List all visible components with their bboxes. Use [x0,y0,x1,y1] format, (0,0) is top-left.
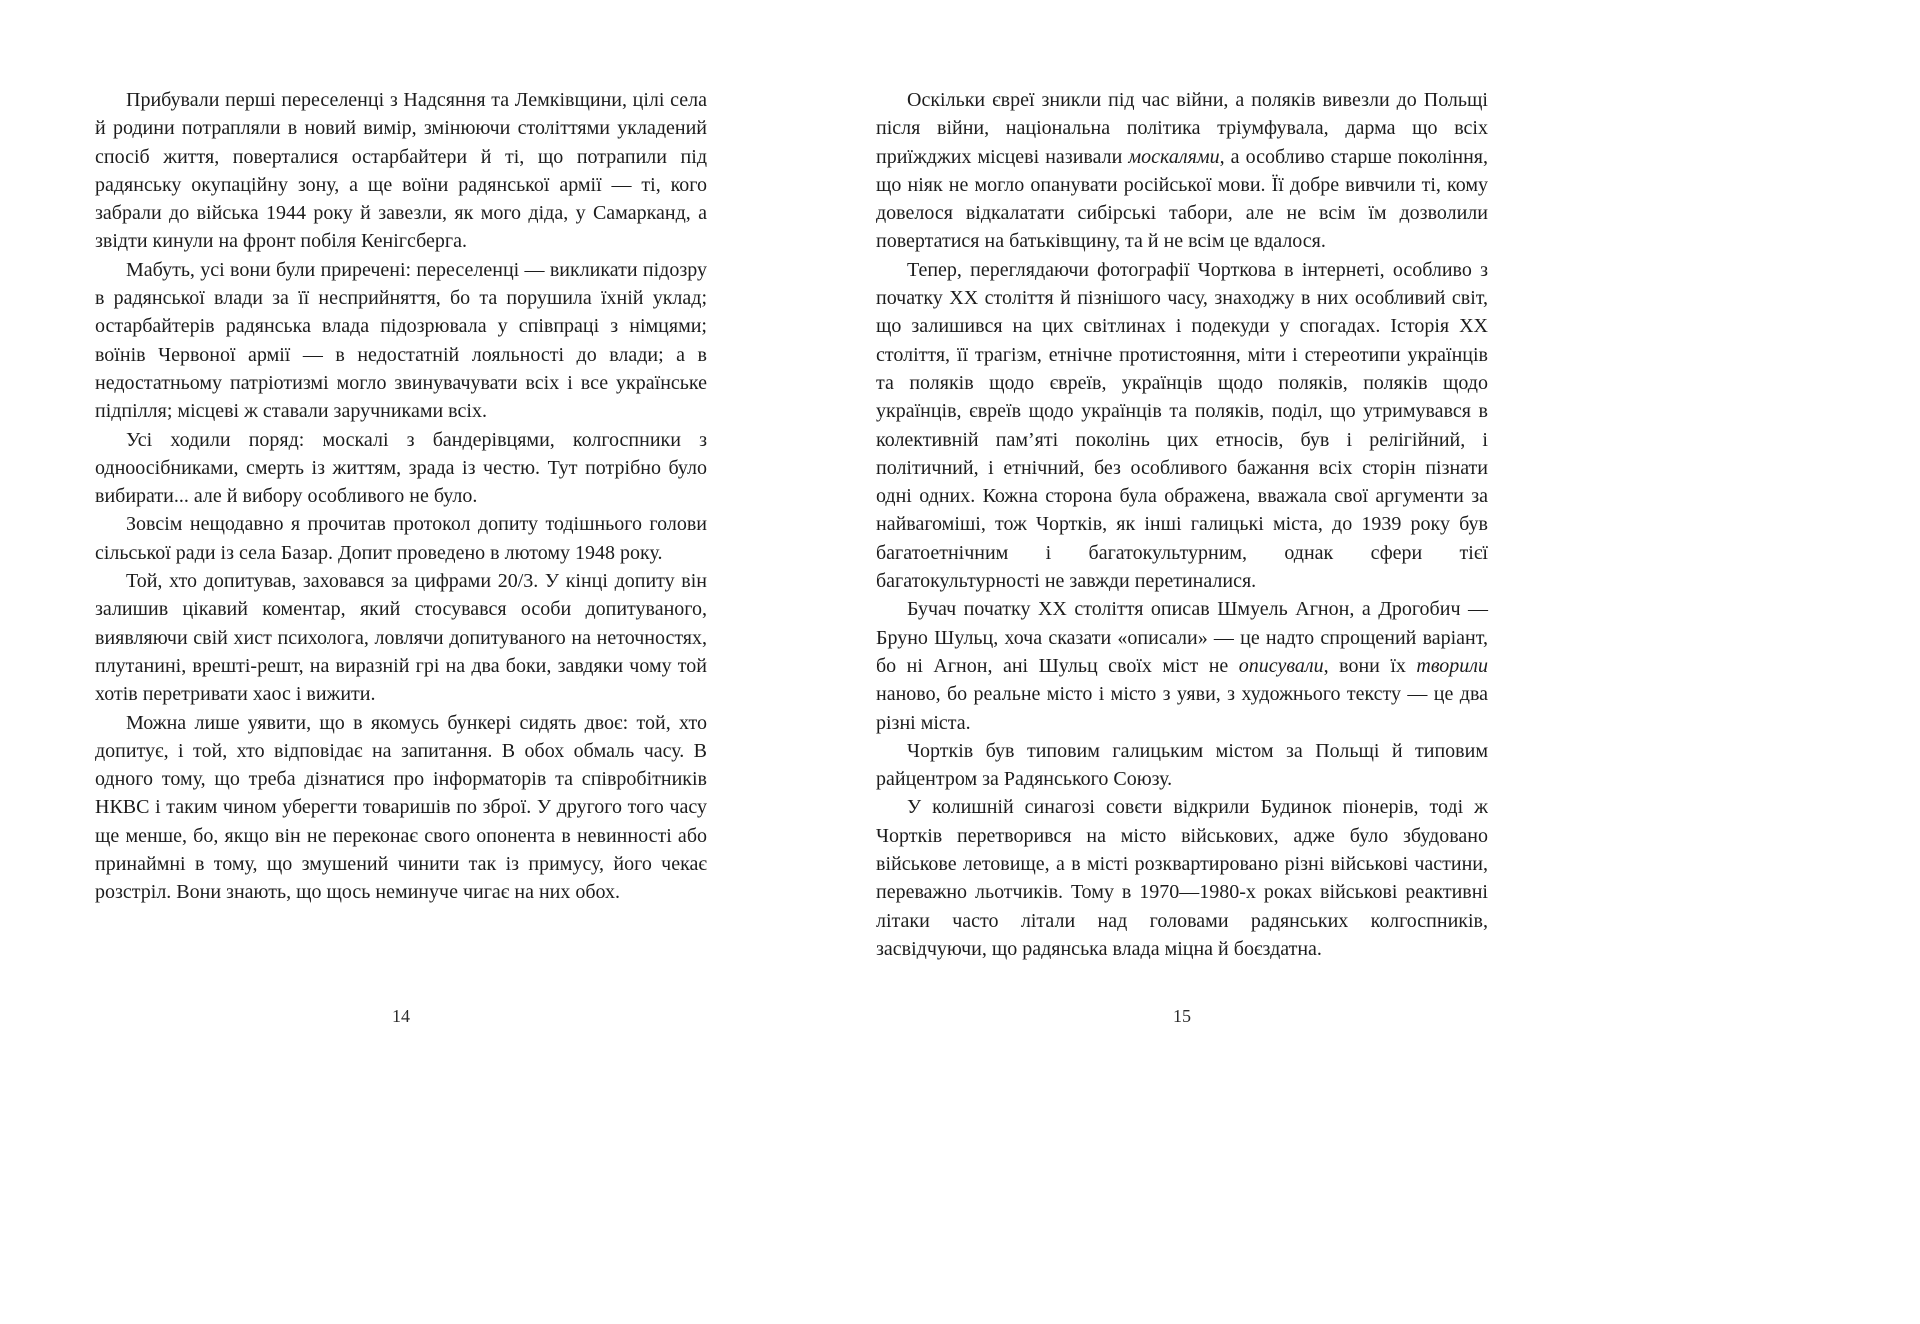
paragraph [95,86,707,256]
italic-text-run: москалями [1128,145,1220,168]
paragraph [876,595,1488,736]
text-run: Усі ходили поряд: москалі з бандерівцями, колгоспники з одноосібниками, смерть із життям, зрада із честю. Тут потрібно було вибирати... але й вибору особливого не було. [95,428,707,508]
page-right-number: 15 [1173,1006,1191,1026]
text-run: Бучач початку XX століття описав Шмуель Агнон, а Дрогобич — Бруно Шульц, хоча сказати «описали» — це надто спрощений варіант, бо ні Агнон, ані Шульц своїх міст не [876,598,1488,677]
text-run: Мабуть, усі вони були приречені: переселенці — викликати підозру в радянської влади за її несприйняття, бо та порушила їхній уклад; остарбайтерів радянська влада підозрювала у співпраці з німцями; воїнів Червоної армії — в недостатній лояльності до влади; а в недостатньому патріотизмі могло звинувачувати всіх і все українське підпілля; місцеві ж ставали заручниками всіх. [95,258,707,423]
italic-text-run: творили [1416,654,1488,677]
paragraph [876,793,1488,963]
paragraph [876,256,1488,596]
text-run: Тепер, переглядаючи фотографії Чорткова в інтернеті, особливо з початку XX століття й пізнішого часу, знаходжу в них особливий світ, що залишився на цих світлинах і подекуди у спогадах. Історія XX століття, її трагізм, етнічне протистояння, міти і стереотипи українців та поляків щодо євреїв, українців щодо поляків, поляків щодо українців, євреїв щодо українців та поляків, поділ, що утримувався в колективній пам’яті поколінь цих етносів, був і релігійний, і політичний, і етнічний, без особливого бажання всіх сторін пізнати одні одних. Кожна сторона була ображена, вважала свої аргументи за найвагоміші, тож Чортків, як інші галицькі міста, до 1939 року був багатоетнічним і багатокультурним, однак сфери тієї багатокультурності не завжди перетиналися. [876,258,1488,593]
page-left-number: 14 [392,1006,410,1026]
paragraph [95,426,707,511]
text-run: Зовсім нещодавно я прочитав протокол допиту тодішнього голови сільської ради із села Базар. Допит проведено в лютому 1948 року. [95,513,707,564]
paragraph [95,510,707,567]
page-left-text-block [95,86,707,907]
text-run: Прибували перші переселенці з Надсяння та Лемківщини, цілі села й родини потрапляли в новий вимір, змінюючи століттями укладений спосіб життя, поверталися остарбайтери й ті, що потрапили під радянську окупаційну зону, а ще воїни радянської армії — ті, кого забрали до війська 1944 року й завезли, як мого діда, у Самарканд, а звідти кинули на фронт побіля Кенігсберга. [95,89,707,253]
text-run: Той, хто допитував, заховався за цифрами 20/3. У кінці допиту він залишив цікавий коментар, який стосувався особи допитуваного, виявляючи свій хист психолога, ловлячи допитуваного на неточностях, плутанині, врешті-решт, на виразній грі на два боки, завдяки чому той хотів перетривати хаос і вижити. [95,570,707,706]
italic-text-run: описували [1238,654,1324,677]
page-right-text-block [876,86,1488,963]
text-run: Оскільки євреї зникли під час війни, а поляків вивезли до Польщі після війни, національна політика тріумфувала, дарма що всіх приїжджих місцеві називали [876,89,1488,168]
text-run: Можна лише уявити, що в якомусь бункері сидять двоє: той, хто допитує, і той, хто відповідає на запитання. В обох обмаль часу. В одного тому, що треба дізнатися про інформаторів та співробітників НКВС і таким чином уберегти товаришів по зброї. У другого того часу ще менше, бо, якщо він не переконає свого опонента в невинності або принаймні в тому, що змушений чинити так із примусу, його чекає розстріл. Вони знають, що щось неминуче чигає на них обох. [95,711,707,904]
paragraph [95,567,707,708]
paragraph [95,256,707,426]
text-run: , а особливо старше покоління, що ніяк не могло опанувати російської мови. Її добре вивчили ті, кому довелося відкалатати сибірські табори, але не всім їм дозволили повертатися на батьківщину, та й не всім це вдалося. [876,145,1489,253]
text-run: , вони їх [1323,654,1417,677]
text-run: У колишній синагозі совєти відкрили Будинок піонерів, тоді ж Чортків перетворився на місто військових, адже було збудовано військове летовище, а в місті розквартировано різні військові частини, переважно льотчиків. Тому в 1970—1980-х роках військові реактивні літаки часто літали над головами радянських колгоспників, засвідчуючи, що радянська влада міцна й боєздатна. [876,796,1488,960]
paragraph [876,737,1488,794]
paragraph [876,86,1488,256]
text-run: наново, бо реальне місто і місто з уяви, з художнього тексту — це два різні міста. [876,683,1488,734]
paragraph [95,709,707,907]
text-run: Чортків був типовим галицьким містом за Польщі й типовим райцентром за Радянського Союзу. [876,739,1488,791]
